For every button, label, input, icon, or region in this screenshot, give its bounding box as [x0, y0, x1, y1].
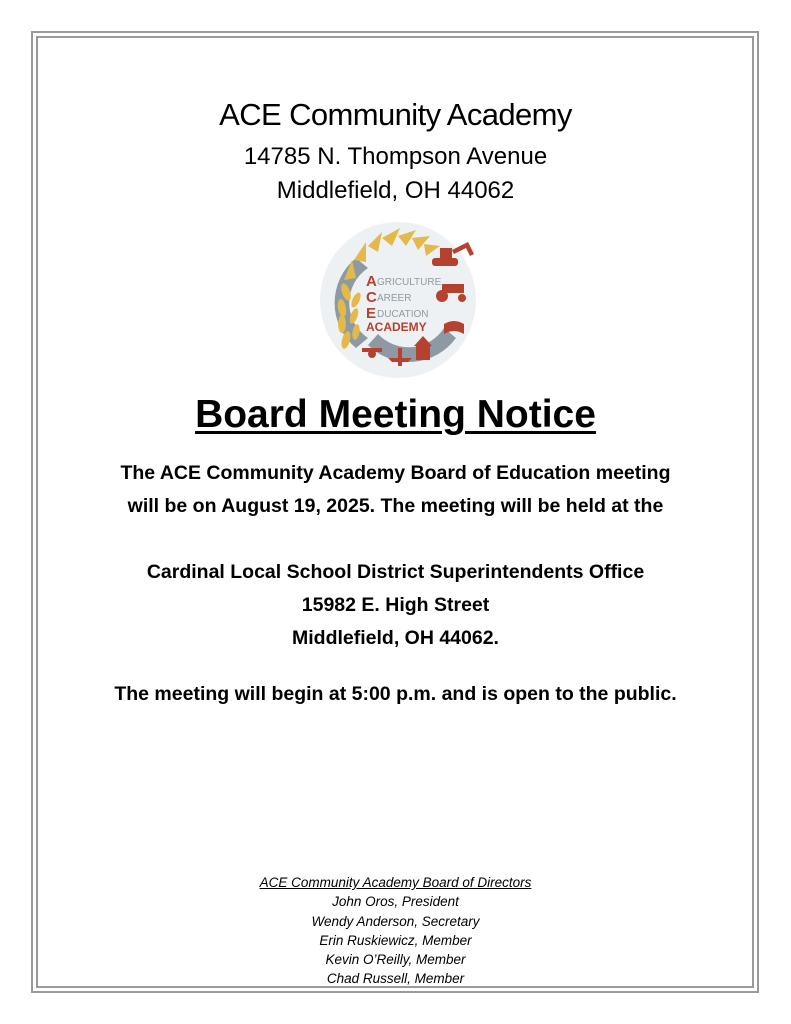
board-member: Kevin O’Reilly, Member	[325, 952, 466, 968]
school-address-street: 14785 N. Thompson Avenue	[243, 143, 548, 170]
board-member: Chad Russell, Member	[326, 971, 465, 987]
board-heading: ACE Community Academy Board of Directors	[259, 875, 532, 890]
logo-word-academy: ACADEMY	[366, 320, 427, 334]
board-of-directors	[0, 873, 791, 989]
meeting-location-name: Cardinal Local School District Superintendents Office	[146, 561, 645, 583]
logo-letter-e: E	[366, 305, 377, 322]
logo-letter-a: A	[366, 273, 377, 290]
meeting-time: The meeting will begin at 5:00 p.m. and is open to the public.	[114, 683, 677, 705]
barn-icon	[416, 344, 430, 360]
meeting-intro-line1: The ACE Community Academy Board of Education meeting	[120, 462, 671, 484]
board-member: Wendy Anderson, Secretary	[311, 913, 480, 929]
logo-word-agriculture: GRICULTURE	[377, 277, 442, 288]
meeting-location-city: Middlefield, OH 44062.	[292, 627, 499, 649]
board-member: Erin Ruskiewicz, Member	[319, 932, 472, 948]
notice-title: Board Meeting Notice	[195, 393, 596, 436]
logo-word-career: AREER	[377, 293, 412, 304]
logo-word-education: DUCATION	[377, 309, 429, 320]
meeting-location	[0, 556, 791, 655]
ace-academy-logo	[316, 220, 482, 380]
school-address-city: Middlefield, OH 44062	[276, 177, 515, 204]
board-member: John Oros, President	[332, 894, 459, 910]
school-name: ACE Community Academy	[219, 97, 572, 132]
meeting-location-street: 15982 E. High Street	[301, 594, 490, 616]
logo-letter-c: C	[366, 289, 377, 306]
meeting-intro-line2: will be on August 19, 2025. The meeting will be held at the	[127, 495, 664, 517]
excavator-icon	[432, 258, 458, 266]
meeting-intro	[0, 457, 791, 523]
